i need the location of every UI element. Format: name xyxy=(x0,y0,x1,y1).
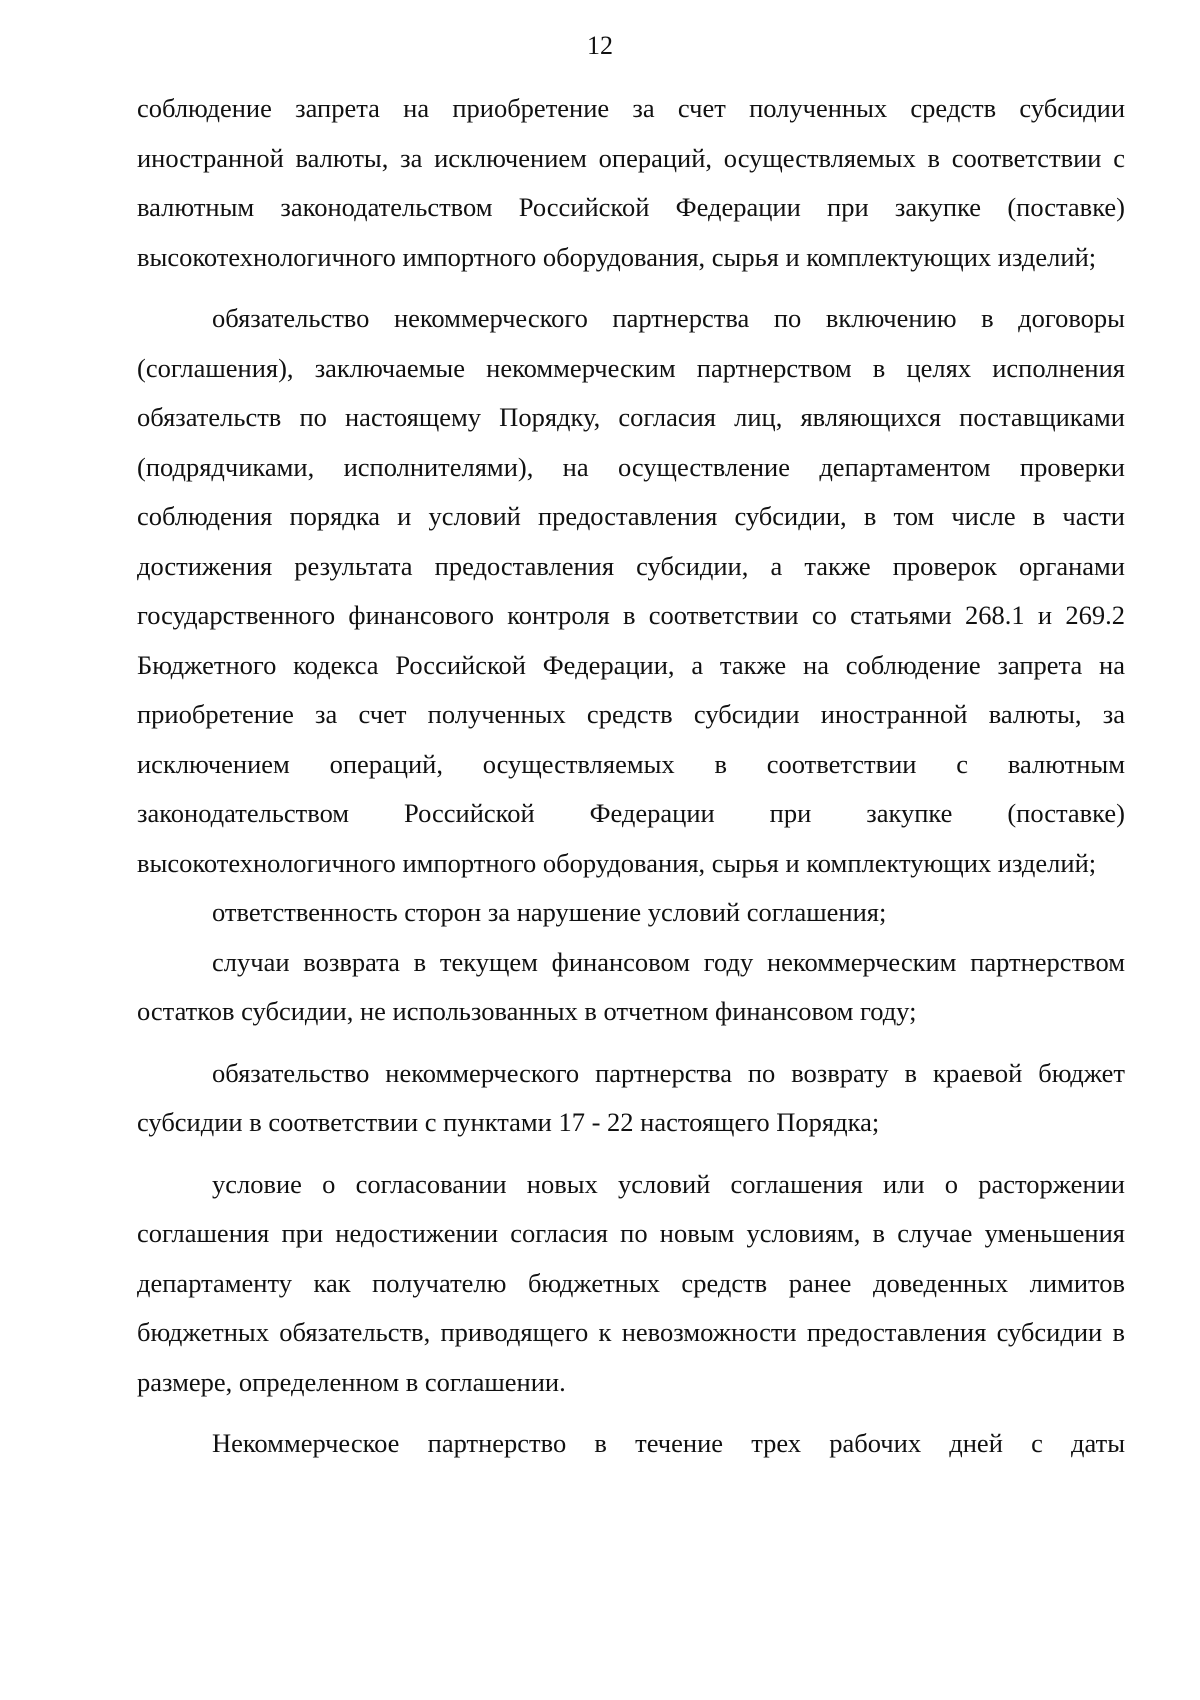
paragraph-new-conditions: условие о согласовании новых условий соглашения или о расторжении соглашения при недостижении согласия по новым условиям, в случае уменьшения департаменту как получателю бюджетных средств ранее доведенных лимитов бюджетных обязательств, приводящего к невозможности предоставления субсидии в размере, определенном в соглашении. xyxy=(137,1168,1125,1397)
paragraph-refund-obligation: обязательство некоммерческого партнерства по возврату в краевой бюджет субсидии в соответствии с пунктами 17 - 22 настоящего Порядка; xyxy=(137,1057,1125,1137)
paragraph-refund-cases: случаи возврата в текущем финансовом году некоммерческим партнерством остатков субсидии, не использованных в отчетном финансовом году; xyxy=(137,946,1125,1026)
paragraph-three-days: Некоммерческое партнерство в течение трех рабочих дней с даты xyxy=(212,1428,1125,1458)
page-number: 12 xyxy=(587,31,613,60)
paragraph-liability: ответственность сторон за нарушение условий соглашения; xyxy=(212,897,887,927)
paragraph-currency-ban: соблюдение запрета на приобретение за счет полученных средств субсидии иностранной валюты, за исключением операций, осуществляемых в соответствии с валютным законодательством Российской Федерации при закупке (поставке) высокотехнологичного импортного оборудования, сырья и комплектующих изделий; xyxy=(137,93,1125,272)
paragraph-supplier-consent: обязательство некоммерческого партнерства по включению в договоры (соглашения), заключаемые некоммерческим партнерством в целях исполнения обязательств по настоящему Порядку, согласия лиц, являющихся поставщиками (подрядчиками, исполнителями), на осуществление департаментом проверки соблюдения порядка и условий предоставления субсидии, в том числе в части достижения результата предоставления субсидии, а также проверок органами государственного финансового контроля в соответствии со статьями 268.1 и 269.2 Бюджетного кодекса Российской Федерации, а также на соблюдение запрета на приобретение за счет полученных средств субсидии иностранной валюты, за исключением операций, осуществляемых в соответствии с валютным законодательством Российской Федерации при закупке (поставке) высокотехнологичного импортного оборудования, сырья и комплектующих изделий; xyxy=(137,303,1125,878)
document-body xyxy=(137,84,1125,1469)
